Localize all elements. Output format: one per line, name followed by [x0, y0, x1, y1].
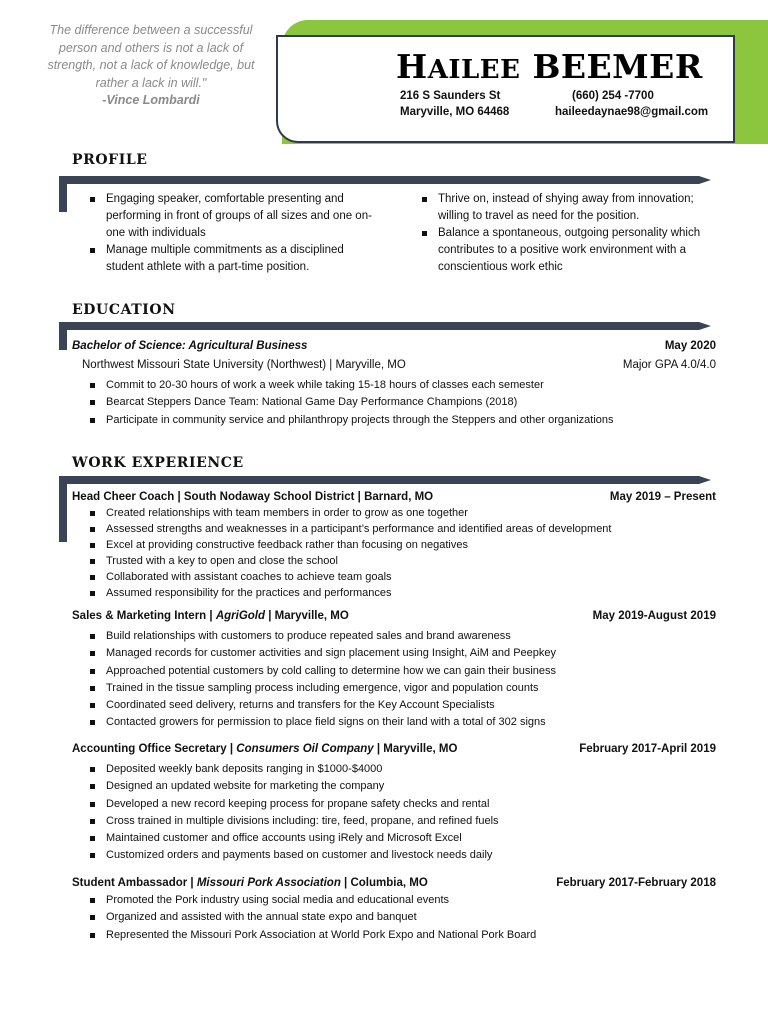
address-line1: 216 S Saunders St: [400, 90, 501, 102]
quote-line: strength, not a lack of knowledge, but: [47, 58, 255, 72]
education-title: EDUCATION: [72, 302, 176, 318]
name-first-rest: AILEE: [427, 55, 521, 85]
list-item: Collaborated with assistant coaches to achieve team goals: [84, 569, 724, 585]
list-item: Manage multiple commitments as a disciplined student athlete with a part-time position.: [84, 242, 384, 276]
job-role: Head Cheer Coach: [72, 491, 175, 503]
job-date: May 2019-August 2019: [592, 610, 716, 622]
contact-block: [555, 88, 708, 120]
job-header: Sales & Marketing Intern | AgriGold | Maryville, MO May 2019-August 2019: [72, 610, 716, 622]
applicant-name: [396, 48, 703, 89]
list-item: Trained in the tissue sampling process including emergence, vigor and population counts: [84, 680, 724, 697]
job-role: Accounting Office Secretary: [72, 743, 227, 755]
list-item: Contacted growers for permission to place field signs on their land with a total of 302 signs: [84, 714, 724, 731]
job-header: Accounting Office Secretary | Consumers Oil Company | Maryville, MO February 2017-April 2019: [72, 743, 716, 755]
list-item: Excel at providing constructive feedback rather than focusing on negatives: [84, 537, 724, 553]
list-item: Approached potential customers by cold calling to determine how we can gain their business: [84, 663, 724, 680]
list-item: Build relationships with customers to produce repeated sales and brand awareness: [84, 628, 724, 645]
job-location: Columbia, MO: [350, 877, 428, 889]
gpa: Major GPA 4.0/4.0: [622, 359, 716, 371]
education-degree-row: [72, 338, 716, 354]
education-bullets: [84, 377, 724, 429]
quote-line: person and others is not a lack of: [58, 40, 244, 55]
email: haileedaynae98@gmail.com: [555, 106, 709, 118]
work-title: WORK EXPERIENCE: [72, 455, 244, 471]
degree-date: May 2020: [664, 340, 716, 352]
job-org: Consumers Oil Company: [236, 743, 374, 755]
education-bar: [59, 322, 699, 330]
list-item: Promoted the Pork industry using social media and educational events: [84, 892, 724, 909]
list-item: Represented the Missouri Pork Association at World Pork Expo and National Pork Board: [84, 927, 724, 944]
profile-title: PROFILE: [72, 152, 148, 168]
job-org: AgriGold: [215, 610, 266, 622]
list-item: Coordinated seed delivery, returns and transfers for the Key Account Specialists: [84, 697, 724, 714]
list-item: Organized and assisted with the annual state expo and banquet: [84, 909, 724, 926]
job-location: Maryville, MO: [274, 610, 349, 622]
job-bullets: [84, 628, 724, 732]
job-date: February 2017-February 2018: [556, 877, 716, 889]
list-item: Trusted with a key to open and close the school: [84, 553, 724, 569]
list-item: Customized orders and payments based on customer and livestock needs daily: [84, 847, 724, 864]
address-line2: Maryville, MO 64468: [400, 106, 510, 118]
list-item: Assessed strengths and weaknesses in a participant’s performance and identified areas of development: [84, 521, 724, 537]
list-item: Commit to 20-30 hours of work a week while taking 15-18 hours of classes each semester: [84, 377, 724, 394]
job-location: Maryville, MO: [383, 743, 458, 755]
profile-bar-tail: [59, 176, 67, 212]
work-bar: [59, 476, 699, 484]
quote-author: -Vince Lombardi: [102, 93, 200, 107]
education-school-row: [82, 357, 716, 373]
list-item: Deposited weekly bank deposits ranging in $1000-$4000: [84, 761, 724, 778]
profile-left: [84, 191, 384, 276]
list-item: Balance a spontaneous, outgoing personality which contributes to a positive work environment with a conscientious work ethic: [416, 225, 720, 276]
job-org: South Nodaway School District: [183, 491, 355, 503]
name-last: BEEMER: [532, 47, 703, 86]
list-item: Maintained customer and office accounts using iRely and Microsoft Excel: [84, 830, 724, 847]
list-item: Assumed responsibility for the practices and performances: [84, 585, 724, 601]
list-item: Bearcat Steppers Dance Team: National Game Day Performance Champions (2018): [84, 394, 724, 411]
job-header: Student Ambassador | Missouri Pork Association | Columbia, MO February 2017-February 2018: [72, 877, 716, 889]
list-item: Engaging speaker, comfortable presenting and performing in front of groups of all sizes and one on-one with individuals: [84, 191, 384, 242]
address-block: [400, 88, 509, 120]
job-org: Missouri Pork Association: [196, 877, 341, 889]
quote-line: rather a lack in will.": [95, 75, 207, 90]
list-item: Developed a new record keeping process for propane safety checks and rental: [84, 796, 724, 813]
job-role: Sales & Marketing Intern: [72, 610, 207, 622]
list-item: Designed an updated website for marketing the company: [84, 778, 724, 795]
profile-bar: [59, 176, 699, 184]
list-item: Created relationships with team members in order to grow as one together: [84, 505, 724, 521]
list-item: Thrive on, instead of shying away from innovation; willing to travel as need for the position.: [416, 191, 720, 225]
phone: (660) 254 -7700: [572, 90, 654, 102]
list-item: Participate in community service and philanthropy projects through the Steppers and other organizations: [84, 412, 724, 429]
name-first-initial: H: [396, 47, 428, 86]
job-role: Student Ambassador: [72, 877, 188, 889]
job-location: Barnard, MO: [364, 491, 434, 503]
work-bar-tail: [59, 476, 67, 542]
list-item: Managed records for customer activities and sign placement using Insight, AiM and Peepkey: [84, 645, 724, 662]
profile-right: [416, 191, 720, 276]
education-bar-tail: [59, 322, 67, 350]
quote: [40, 22, 262, 110]
job-date: May 2019 – Present: [609, 491, 716, 503]
job-bullets: [84, 761, 724, 865]
job-date: February 2017-April 2019: [579, 743, 716, 755]
job-header: Head Cheer Coach | South Nodaway School District | Barnard, MO May 2019 – Present: [72, 491, 716, 503]
school: Northwest Missouri State University (Northwest) | Maryville, MO: [82, 359, 406, 371]
degree: Bachelor of Science: Agricultural Business: [72, 340, 308, 352]
quote-line: The difference between a successful: [49, 23, 253, 37]
list-item: Cross trained in multiple divisions including: tire, feed, propane, and refined fuels: [84, 813, 724, 830]
job-bullets: [84, 505, 724, 601]
job-bullets: [84, 892, 724, 944]
